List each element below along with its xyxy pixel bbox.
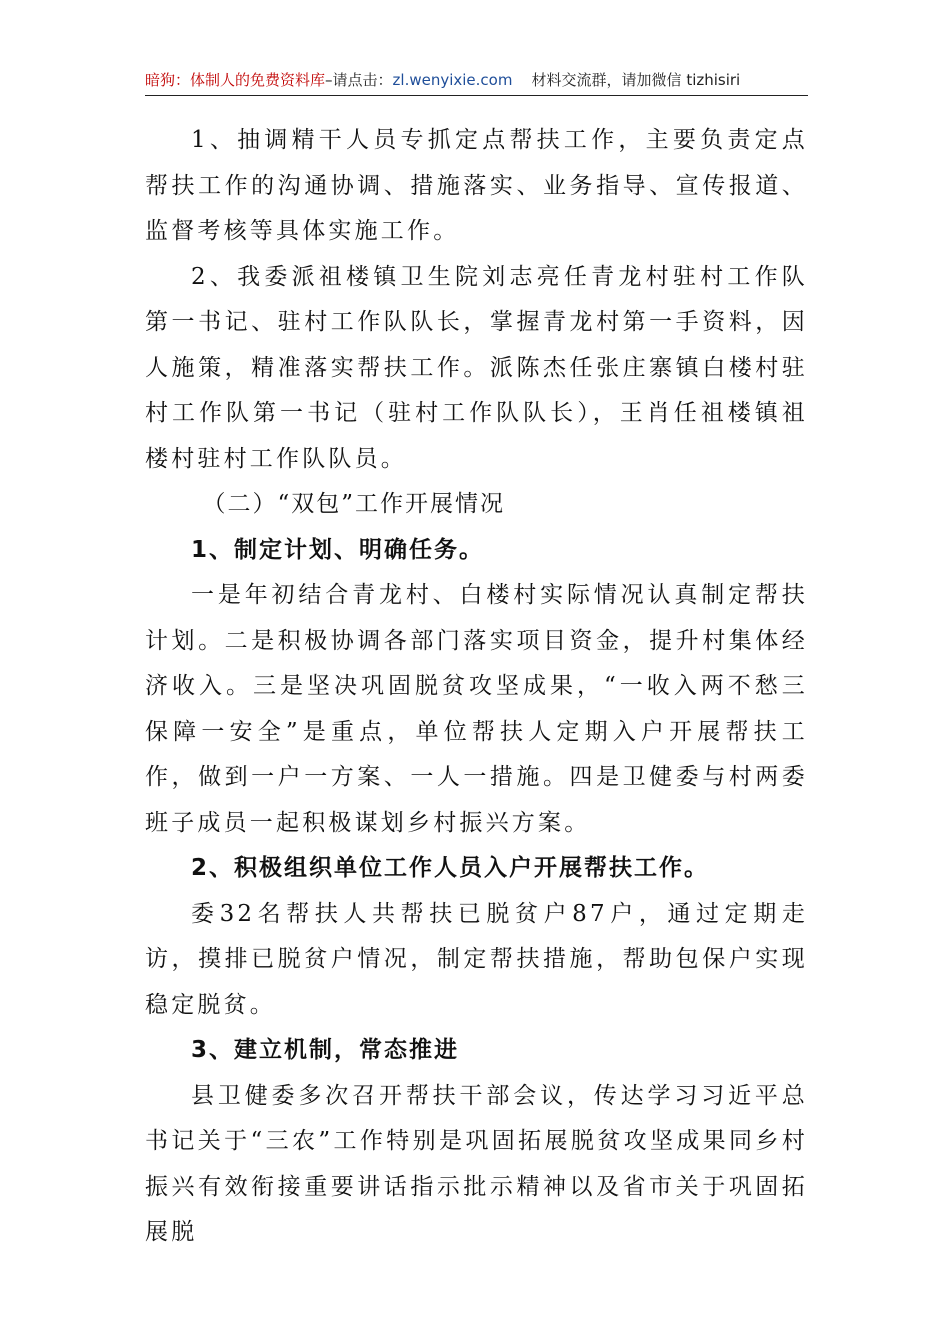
header-site-label: 暗狗：体制人的免费资料库 [145,71,326,89]
paragraph-village-team: 2、我委派祖楼镇卫生院刘志亮任青龙村驻村工作队第一书记、驻村工作队队长，掌握青龙村第一手资料，因人施策，精准落实帮扶工作。派陈杰任张庄寨镇白楼村驻村工作队第一书记（驻村工作队队长），王肖任祖楼镇祖楼村驻村工作队队员。 [145,263,808,472]
document-body [145,118,808,1256]
header-click-label: –请点击： [325,71,393,89]
subheading-home-visits: 2、积极组织单位工作人员入户开展帮扶工作。 [191,855,710,881]
page-header [145,68,808,92]
paragraph-home-visits: 委32名帮扶人共帮扶已脱贫户87户，通过定期走访，摸排已脱贫户情况，制定帮扶措施，帮助包保户实现稳定脱贫。 [145,900,808,1018]
header-divider [145,95,808,96]
paragraph-mechanism: 县卫健委多次召开帮扶干部会议，传达学习习近平总书记关于“三农”工作特别是巩固拓展脱贫攻坚成果同乡村振兴有效衔接重要讲话指示批示精神以及省市关于巩固拓展脱 [145,1082,808,1245]
subheading-mechanism: 3、建立机制，常态推进 [191,1037,460,1063]
header-url-link[interactable]: zl.wenyixie.com [392,71,513,89]
paragraph-plan-details: 一是年初结合青龙村、白楼村实际情况认真制定帮扶计划。二是积极协调各部门落实项目资金，提升村集体经济收入。三是坚决巩固脱贫攻坚成果，“一收入两不愁三保障一安全”是重点，单位帮扶人定期入户开展帮扶工作，做到一户一方案、一人一措施。四是卫健委与村两委班子成员一起积极谋划乡村振兴方案。 [145,582,808,836]
paragraph-staff-assignment: 1、抽调精干人员专抓定点帮扶工作，主要负责定点帮扶工作的沟通协调、措施落实、业务指导、宣传报道、监督考核等具体实施工作。 [145,127,808,244]
section-heading-shuangbao: （二）“双包”工作开展情况 [202,491,506,517]
header-contact-text: 材料交流群，请加微信 tizhisiri [531,71,741,89]
subheading-plan: 1、制定计划、明确任务。 [191,536,485,563]
